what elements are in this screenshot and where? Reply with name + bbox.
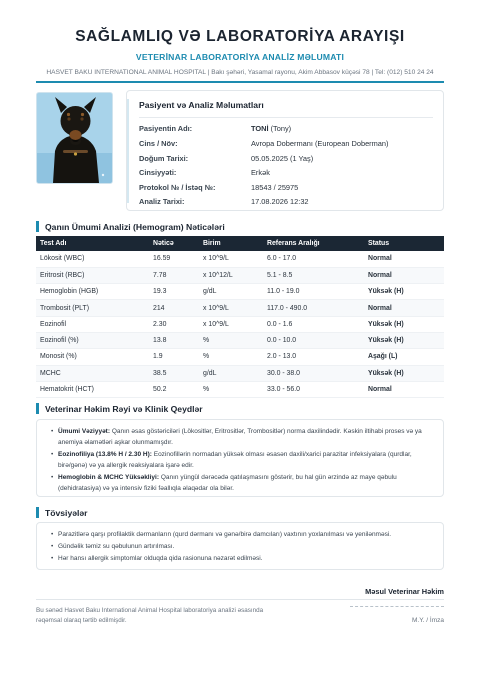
recommendations-box	[36, 522, 444, 570]
cell-result: 16.59	[149, 251, 199, 267]
column-header-range: Referans Aralığı	[263, 236, 364, 251]
cell-reference-range: 6.0 - 17.0	[263, 251, 364, 267]
cell-reference-range: 11.0 - 19.0	[263, 284, 364, 300]
document-title: SAĞLAMLIQ VƏ LABORATORİYA ARAYIŞI	[75, 28, 405, 45]
cell-status: Yüksək (H)	[364, 316, 444, 332]
table-row	[36, 267, 444, 283]
cell-test-name: Eozinofil	[36, 316, 149, 332]
column-header-status: Status	[364, 236, 444, 251]
cell-result: 50.2	[149, 381, 199, 397]
analysis-date-value: 17.08.2026 12:32	[251, 197, 309, 206]
doberman-dog-photo-icon	[37, 93, 113, 184]
signature-line	[350, 606, 444, 607]
cell-reference-range: 117.0 - 490.0	[263, 300, 364, 316]
field-label: Pasiyentin Adı:	[139, 124, 193, 133]
field-label: Analiz Tarixi:	[139, 197, 185, 206]
opinion-section-heading	[36, 403, 203, 414]
table-row	[36, 300, 444, 316]
cell-unit: %	[199, 349, 263, 365]
cell-status: Normal	[364, 300, 444, 316]
patient-sex-value: Erkək	[251, 168, 270, 177]
opinion-item-text: Eozinofillərin normadan yüksək olması əsasən daxili/xarici parazitar infeksiyalara (qurdlar, birə/gənə) və ya allergik reaksiyalara işarə edir.	[58, 451, 412, 469]
list-item	[49, 427, 433, 448]
patient-photo	[36, 92, 113, 184]
clinic-name: HASVET BAKU INTERNATIONAL ANIMAL HOSPITAL	[46, 69, 206, 76]
opinion-item-heading: Ümumi Vəziyyət:	[58, 428, 111, 435]
cell-status: Normal	[364, 267, 444, 283]
cell-result: 19.3	[149, 284, 199, 300]
field-label: Doğum Tarixi:	[139, 153, 189, 163]
clinic-info	[0, 69, 480, 76]
clinic-separator: |	[207, 69, 212, 76]
cell-test-name: MCHC	[36, 365, 149, 381]
cell-unit: x 10^9/L	[199, 300, 263, 316]
section-accent-bar	[36, 507, 39, 518]
cell-result: 2.30	[149, 316, 199, 332]
cell-result: 214	[149, 300, 199, 316]
cell-test-name: Monosit (%)	[36, 349, 149, 365]
cell-unit: g/dL	[199, 284, 263, 300]
document-header	[0, 28, 480, 76]
cell-reference-range: 33.0 - 56.0	[263, 381, 364, 397]
cell-status: Yüksək (H)	[364, 365, 444, 381]
table-row	[36, 365, 444, 381]
patient-info-divider	[139, 117, 433, 118]
cell-unit: x 10^12/L	[199, 267, 263, 283]
cell-unit: x 10^9/L	[199, 251, 263, 267]
table-row	[36, 251, 444, 267]
cell-result: 1.9	[149, 349, 199, 365]
opinion-item-heading: Eozinofiliya (13.8% H / 2.30 H):	[58, 451, 152, 458]
patient-info-card	[126, 90, 444, 211]
opinion-section-title: Veterinar Həkim Rəyi və Klinik Qeydlər	[45, 403, 203, 414]
column-header-test: Test Adı	[36, 236, 149, 251]
column-header-result: Nəticə	[149, 236, 199, 251]
table-row	[36, 332, 444, 348]
footer-note: Bu sənəd Hasvet Baku International Animal Hospital laboratoriya analizi əsasında rəqəmsal olaraq tərtib edilmişdir.	[36, 607, 264, 624]
cell-status: Yüksək (H)	[364, 332, 444, 348]
list-item: • Gündəlik təmiz su qəbulunun artırılması.	[49, 542, 433, 553]
section-accent-bar	[36, 221, 39, 232]
cell-test-name: Lökosit (WBC)	[36, 251, 149, 267]
cell-unit: g/dL	[199, 365, 263, 381]
field-label: Cinsiyyəti:	[139, 168, 177, 177]
cell-unit: x 10^9/L	[199, 316, 263, 332]
cell-unit: %	[199, 332, 263, 348]
cell-test-name: Hematokrit (HCT)	[36, 381, 149, 397]
opinion-list	[49, 427, 433, 494]
section-accent-bar	[36, 403, 39, 414]
list-item: • Parazitlərə qarşı profilaktik dərmanların (qurd dərmanı və gənə/birə damcıları) vaxtının yoxlanılması və yenilənməsi.	[49, 530, 433, 541]
cell-status: Normal	[364, 381, 444, 397]
hemogram-table	[36, 236, 444, 398]
cell-reference-range: 5.1 - 8.5	[263, 267, 364, 283]
footer-divider	[36, 599, 444, 600]
opinion-box	[36, 419, 444, 497]
opinion-item-text: Qanın yüngül dərəcədə qatılaşmasını göstərir, bu hal gün ərzində az maye qəbulu (dehidratasiya) və ya intensiv fiziki fəallıqla əlaqədar ola bilər.	[58, 474, 397, 492]
patient-info-title: Pasiyent və Analiz Məlumatları	[139, 100, 264, 110]
cell-reference-range: 0.0 - 1.6	[263, 316, 364, 332]
hemogram-table-body	[36, 251, 444, 398]
cell-result: 13.8	[149, 332, 199, 348]
cell-test-name: Trombosit (PLT)	[36, 300, 149, 316]
cell-result: 38.5	[149, 365, 199, 381]
cell-reference-range: 2.0 - 13.0	[263, 349, 364, 365]
protocol-value: 18543 / 25975	[251, 182, 299, 192]
signature-label: M.Y. / İmza	[411, 617, 444, 624]
cell-status: Aşağı (L)	[364, 349, 444, 365]
responsible-vet-title: Məsul Veterinar Həkim	[365, 587, 444, 596]
field-label: Cins / Növ:	[139, 139, 178, 148]
clinic-details: Bakı şəhəri, Yasamal rayonu, Akim Abbasov küçəsi 78 | Tel: (012) 510 24 24	[211, 69, 434, 76]
table-row	[36, 316, 444, 332]
table-row	[36, 381, 444, 397]
cell-test-name: Eritrosit (RBC)	[36, 267, 149, 283]
header-divider	[36, 81, 444, 83]
opinion-item-text: Qanın əsas göstəriciləri (Lökositlər, Eritrositlər, Trombositlər) norma daxilindədir. Kəskin iltihabi proses və ya anemiya əlamətləri aşkar olunmamışdır.	[58, 428, 422, 446]
recommendations-section-heading	[36, 507, 88, 518]
list-item	[49, 450, 433, 471]
cell-unit: %	[199, 381, 263, 397]
cell-status: Yüksək (H)	[364, 284, 444, 300]
cell-test-name: Hemoglobin (HGB)	[36, 284, 149, 300]
patient-name-value	[251, 124, 441, 133]
list-item: • Hər hansı allergik simptomlar olduqda qida rasionuna nəzarət edilməsi.	[49, 554, 433, 565]
table-row	[36, 349, 444, 365]
opinion-item-heading: Hemoglobin & MCHC Yüksəkliyi:	[58, 474, 160, 481]
list-item	[49, 473, 433, 494]
column-header-unit: Birim	[199, 236, 263, 251]
patient-breed-value: Avropa Dobermanı (European Doberman)	[251, 139, 389, 148]
field-label: Protokol № / İstəq №:	[139, 182, 216, 192]
cell-test-name: Eozinofil (%)	[36, 332, 149, 348]
lab-section-heading	[36, 221, 225, 232]
lab-section-title: Qanın Ümumi Analizi (Hemogram) Nəticələri	[45, 221, 225, 232]
recommendations-list	[49, 530, 433, 565]
table-row	[36, 284, 444, 300]
cell-status: Normal	[364, 251, 444, 267]
patient-name: TONİ	[251, 124, 269, 133]
table-header-row	[36, 236, 444, 251]
cell-reference-range: 0.0 - 10.0	[263, 332, 364, 348]
document-subtitle: VETERİNAR LABORATORİYA ANALİZ MƏLUMATI	[135, 52, 345, 62]
cell-reference-range: 30.0 - 38.0	[263, 365, 364, 381]
cell-result: 7.78	[149, 267, 199, 283]
patient-name-alias: (Tony)	[268, 124, 292, 133]
recommendations-section-title: Tövsiyələr	[45, 507, 88, 518]
patient-birthdate-value: 05.05.2025 (1 Yaş)	[251, 153, 314, 163]
